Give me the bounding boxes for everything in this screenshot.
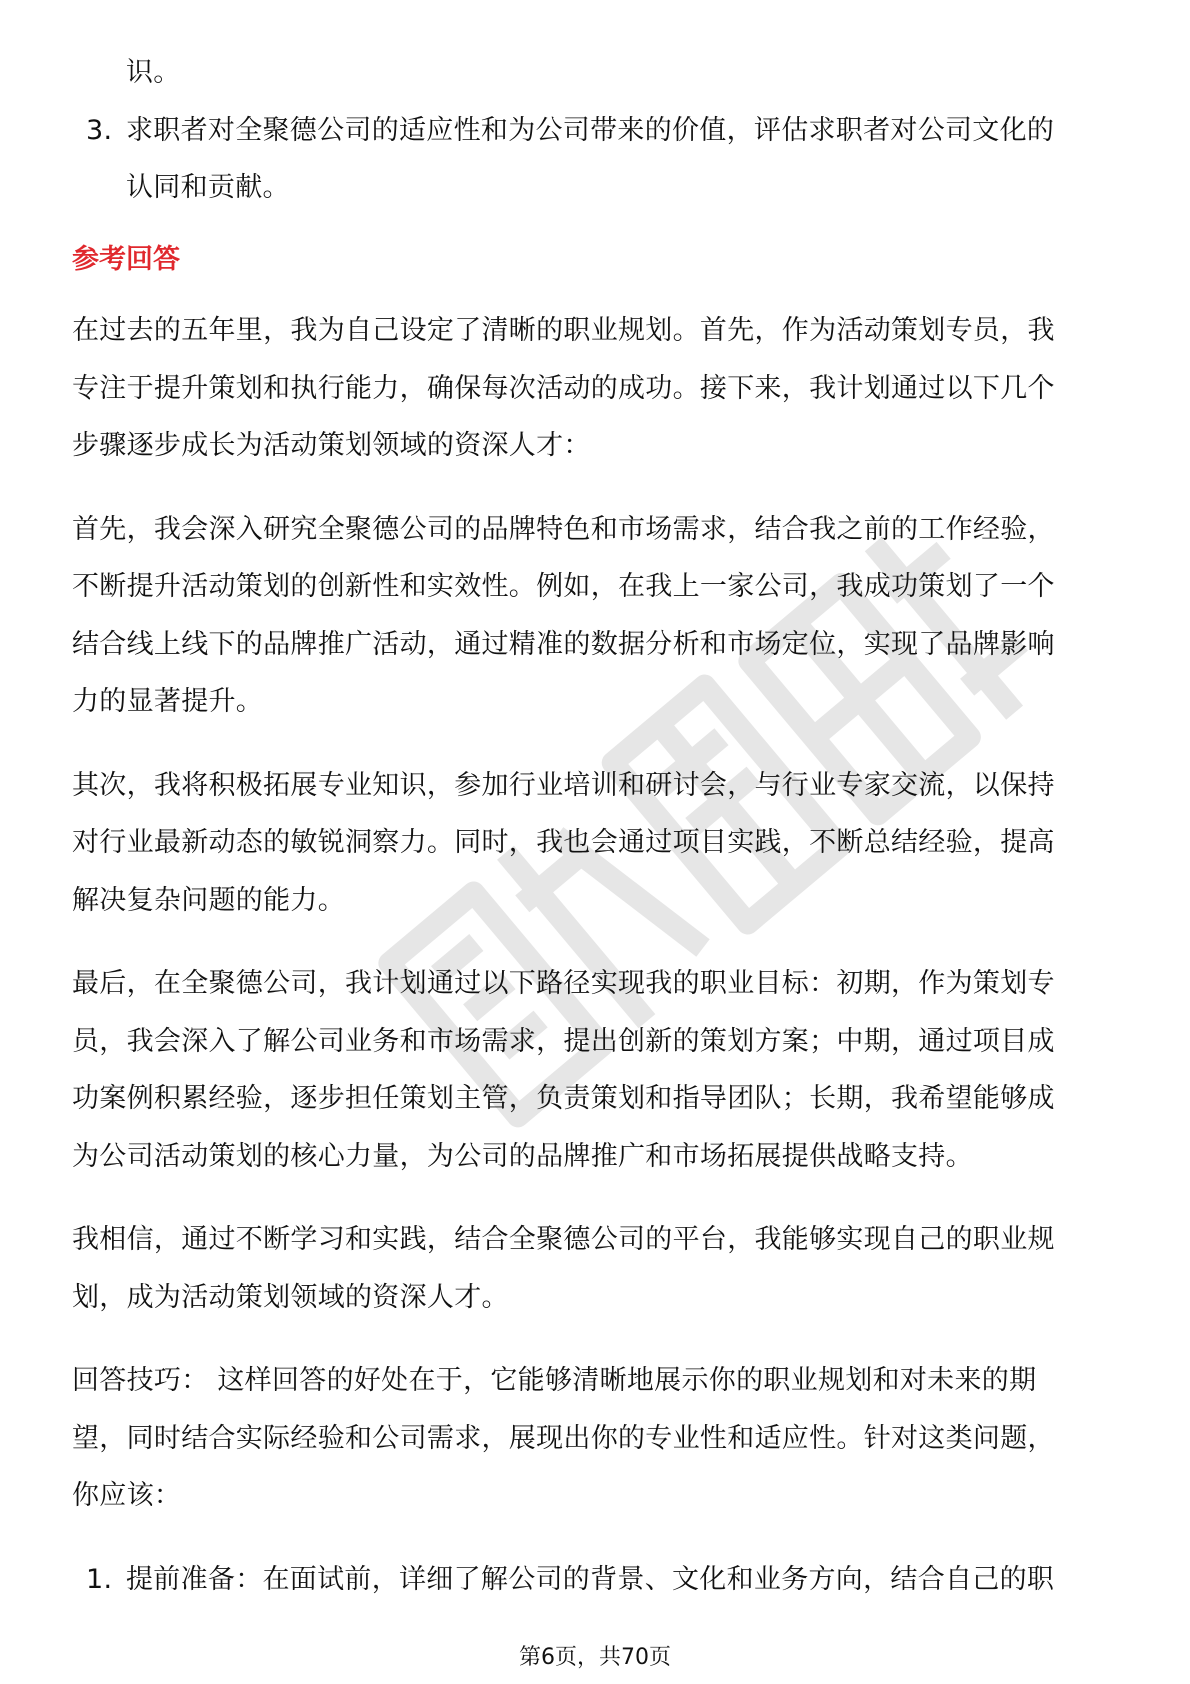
paragraph-line: 结合线上线下的品牌推广活动，通过精准的数据分析和市场定位，实现了品牌影响: [72, 628, 1055, 660]
list-item-continuation: 识。: [126, 57, 181, 88]
paragraph-line: 望，同时结合实际经验和公司需求，展现出你的专业性和适应性。针对这类问题，: [72, 1422, 1055, 1454]
paragraph-line: 专注于提升策划和执行能力，确保每次活动的成功。接下来，我计划通过以下几个: [72, 372, 1055, 404]
paragraph-line: 首先，我会深入研究全聚德公司的品牌特色和市场需求，结合我之前的工作经验，: [72, 513, 1055, 545]
answer-tips-paragraph: [72, 1352, 1122, 1525]
paragraph-line: 员，我会深入了解公司业务和市场需求，提出创新的策划方案；中期，通过项目成: [72, 1025, 1055, 1057]
paragraph: [72, 501, 1122, 731]
paragraph: [72, 757, 1122, 930]
paragraph-line: 不断提升活动策划的创新性和实效性。例如，在我上一家公司，我成功策划了一个: [72, 571, 1055, 602]
page-footer: 第6页，共70页: [519, 1645, 671, 1670]
list-item-3: [72, 102, 1122, 160]
paragraph-line: 回答技巧： 这样回答的好处在于，它能够清晰地展示你的职业规划和对未来的期: [72, 1365, 1037, 1396]
section-heading: 参考回答: [72, 243, 180, 275]
paragraph: [72, 302, 1122, 475]
paragraph-line: 功案例积累经验，逐步担任策划主管，负责策划和指导团队；长期，我希望能够成: [72, 1083, 1055, 1114]
list-item-text: 认同和贡献。: [126, 172, 290, 203]
list-item-text: 提前准备：在面试前，详细了解公司的背景、文化和业务方向，结合自己的职: [126, 1563, 1055, 1595]
list-number: 1.: [86, 1563, 113, 1595]
paragraph: [72, 1211, 1122, 1326]
paragraph-line: 其次，我将积极拓展专业知识，参加行业培训和研讨会，与行业专家交流，以保持: [72, 769, 1055, 801]
list-number: 3.: [86, 114, 113, 146]
paragraph-line: 我相信，通过不断学习和实践，结合全聚德公司的平台，我能够实现自己的职业规: [72, 1224, 1055, 1255]
paragraph-line: 最后，在全聚德公司，我计划通过以下路径实现我的职业目标：初期，作为策划专: [72, 968, 1055, 999]
paragraph: [72, 955, 1122, 1185]
list-item-text: 求职者对全聚德公司的适应性和为公司带来的价值，评估求职者对公司文化的: [126, 114, 1055, 146]
paragraph-line: 你应该：: [72, 1480, 182, 1511]
paragraph-line: 为公司活动策划的核心力量，为公司的品牌推广和市场拓展提供战略支持。: [72, 1140, 973, 1172]
paragraph-line: 步骤逐步成长为活动策划领域的资深人才：: [72, 430, 591, 461]
document-body: [72, 44, 1122, 1608]
paragraph-line: 划，成为活动策划领域的资深人才。: [72, 1281, 509, 1313]
paragraph-line: 在过去的五年里，我为自己设定了清晰的职业规划。首先，作为活动策划专员，我: [72, 315, 1055, 346]
paragraph-line: 力的显著提升。: [72, 686, 264, 717]
list-item-1: [72, 1551, 1122, 1609]
paragraph-line: 对行业最新动态的敏锐洞察力。同时，我也会通过项目实践，不断总结经验，提高: [72, 827, 1055, 858]
paragraph-line: 解决复杂问题的能力。: [72, 884, 345, 916]
